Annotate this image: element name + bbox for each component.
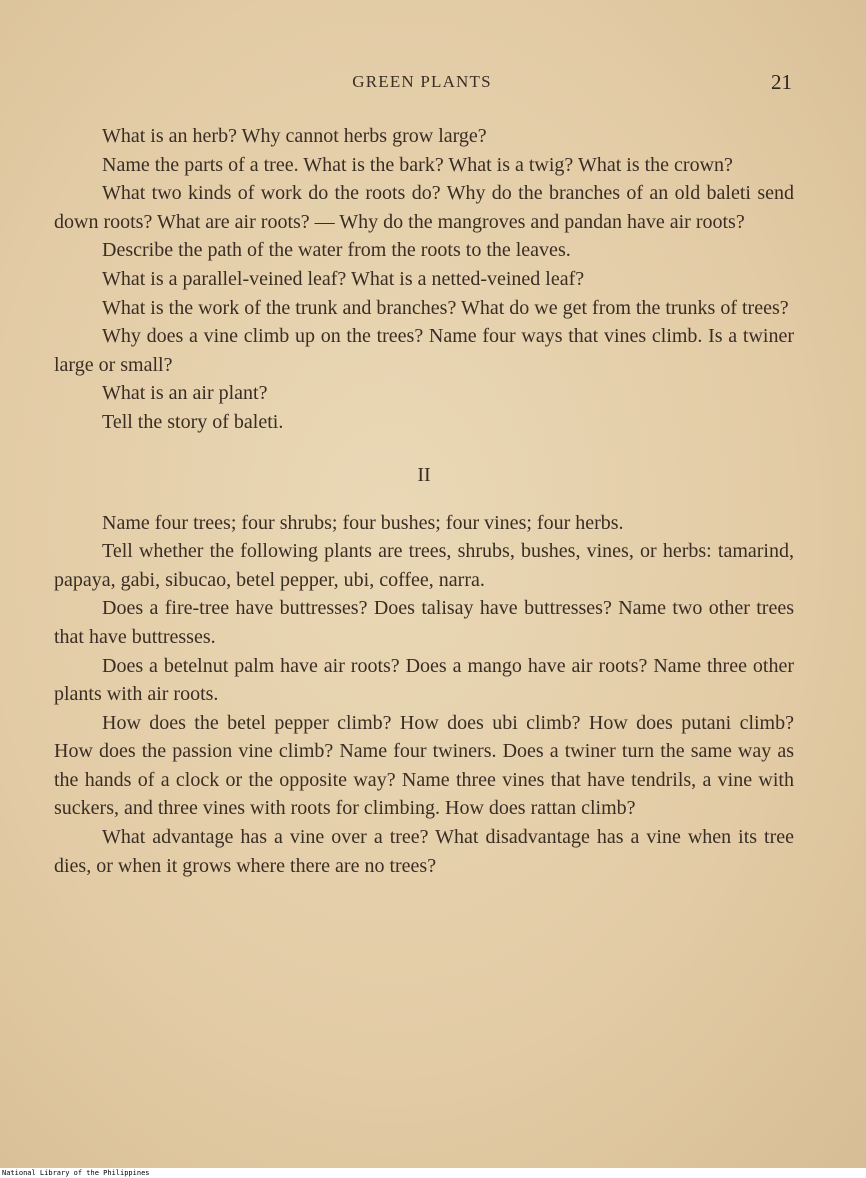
paragraph: What is an air plant? — [102, 382, 268, 405]
section-spacer — [54, 437, 794, 461]
paragraph: Does a fire-tree have buttresses? Does talisay have buttresses? Name two other trees that have buttresses. — [54, 597, 794, 648]
page-number: 21 — [771, 70, 792, 94]
paragraph: Why does a vine climb up on the trees? Name four ways that vines climb. Is a twiner large or small? — [54, 325, 794, 376]
paragraph: How does the betel pepper climb? How does ubi climb? How does putani climb? How does the passion vine climb? Name four twiners. Does a twiner turn the same way as the hands of a clock or the opposite way? Name three vines that have tendrils, a vine with suckers, and three vines with roots for climbing. How does rattan climb? — [54, 711, 794, 820]
paragraph: What is the work of the trunk and branches? What do we get from the trunks of trees? — [102, 296, 789, 319]
paragraph: What advantage has a vine over a tree? What disadvantage has a vine when its tree dies, or when it grows where there are no trees? — [54, 826, 794, 877]
paragraph: Tell the story of baleti. — [102, 410, 284, 433]
paragraph: Tell whether the following plants are trees, shrubs, bushes, vines, or herbs: tamarind, papaya, gabi, sibucao, betel pepper, ubi, coffee, narra. — [54, 540, 794, 591]
paragraph: Describe the path of the water from the roots to the leaves. — [102, 239, 571, 262]
paragraph: What two kinds of work do the roots do? Why do the branches of an old baleti send down roots? What are air roots? — Why do the mangroves and pandan have air roots? — [54, 182, 794, 233]
paragraph: What is an herb? Why cannot herbs grow large? — [102, 125, 487, 147]
running-title: GREEN PLANTS — [352, 72, 492, 91]
body-text — [54, 122, 794, 880]
paragraph: Does a betelnut palm have air roots? Does a mango have air roots? Name three other plants with air roots. — [54, 654, 794, 706]
section-numeral: II — [417, 463, 431, 486]
running-head — [0, 70, 866, 94]
paragraph: What is a parallel-veined leaf? What is a netted-veined leaf? — [102, 267, 585, 290]
paragraph: Name the parts of a tree. What is the bark? What is a twig? What is the crown? — [102, 153, 733, 176]
paragraph: Name four trees; four shrubs; four bushes; four vines; four herbs. — [102, 511, 624, 534]
library-credit: National Library of the Philippines — [2, 1169, 150, 1177]
